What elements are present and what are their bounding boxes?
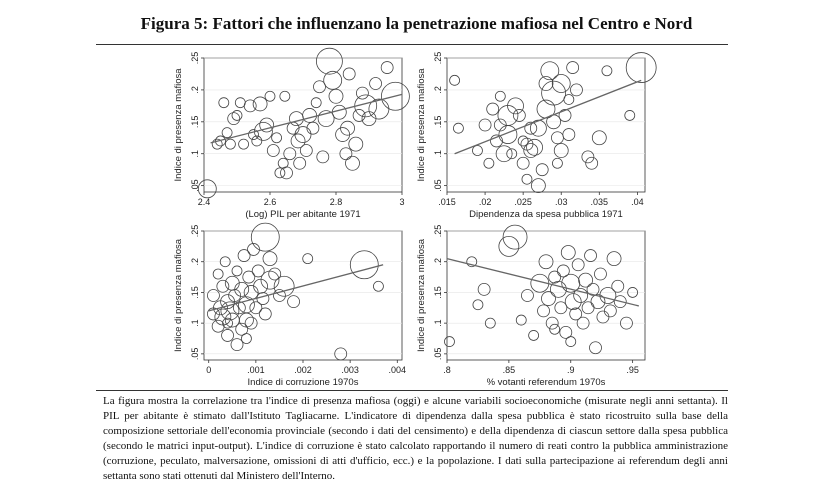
data-point bbox=[487, 103, 499, 115]
data-point bbox=[594, 268, 606, 280]
data-point bbox=[529, 330, 539, 340]
x-tick-label: 0 bbox=[206, 365, 212, 375]
data-point bbox=[541, 62, 559, 80]
data-point bbox=[241, 334, 251, 344]
data-point bbox=[336, 128, 350, 142]
y-tick-label: .25 bbox=[433, 51, 443, 65]
data-point bbox=[235, 98, 245, 108]
y-tick-label: .1 bbox=[190, 149, 200, 158]
data-point bbox=[602, 66, 612, 76]
data-point bbox=[207, 290, 219, 302]
y-tick-label: .05 bbox=[190, 179, 200, 192]
data-point bbox=[222, 128, 232, 138]
scatter-corruzione bbox=[172, 225, 412, 390]
data-point bbox=[559, 109, 571, 121]
data-point bbox=[275, 168, 285, 178]
data-point bbox=[513, 109, 525, 121]
y-tick-label: .2 bbox=[433, 257, 443, 266]
y-axis-label: Indice di presenza mafiosa bbox=[173, 68, 184, 182]
scatter-spesa-pubblica bbox=[415, 52, 655, 222]
data-point bbox=[346, 156, 360, 170]
data-point bbox=[254, 279, 268, 293]
data-point bbox=[265, 91, 275, 101]
data-point bbox=[307, 122, 319, 134]
data-point bbox=[473, 300, 483, 310]
x-axis-label: (Log) PIL per abitante 1971 bbox=[245, 209, 361, 220]
y-tick-label: .25 bbox=[433, 224, 443, 238]
data-point bbox=[213, 269, 223, 279]
data-point bbox=[597, 311, 609, 323]
data-point bbox=[582, 302, 594, 314]
data-point bbox=[303, 254, 313, 264]
x-tick-label: .8 bbox=[443, 365, 451, 375]
data-point bbox=[253, 97, 267, 111]
data-point bbox=[484, 158, 494, 168]
data-point bbox=[267, 145, 279, 157]
data-point bbox=[572, 259, 584, 271]
data-point bbox=[450, 75, 460, 85]
data-point bbox=[590, 342, 602, 354]
data-point bbox=[329, 89, 343, 103]
data-point bbox=[478, 283, 490, 295]
x-tick-label: .001 bbox=[247, 365, 265, 375]
data-point bbox=[555, 302, 567, 314]
data-point bbox=[541, 292, 555, 306]
data-point bbox=[353, 109, 365, 121]
data-point bbox=[349, 137, 363, 151]
scatter-referendum bbox=[415, 225, 655, 390]
data-point bbox=[554, 144, 568, 158]
y-tick-label: .1 bbox=[190, 319, 200, 327]
data-point bbox=[607, 252, 621, 266]
data-point bbox=[343, 68, 355, 80]
data-point bbox=[300, 145, 312, 157]
data-point bbox=[567, 62, 579, 74]
data-point bbox=[244, 100, 256, 112]
data-point bbox=[538, 305, 550, 317]
x-tick-label: 2.4 bbox=[197, 197, 211, 207]
data-point bbox=[257, 293, 269, 305]
caption-rule bbox=[96, 390, 728, 391]
y-tick-label: .2 bbox=[433, 86, 443, 94]
data-point bbox=[225, 276, 239, 290]
x-tick-label: .03 bbox=[554, 197, 568, 207]
data-point bbox=[263, 252, 277, 266]
data-point bbox=[373, 281, 383, 291]
data-point bbox=[239, 139, 249, 149]
x-tick-label: .004 bbox=[388, 365, 407, 375]
data-point bbox=[542, 81, 566, 105]
data-point bbox=[198, 180, 216, 198]
data-point bbox=[288, 296, 300, 308]
data-point bbox=[592, 131, 606, 145]
data-point bbox=[579, 273, 593, 287]
data-point bbox=[225, 139, 235, 149]
x-tick-label: .02 bbox=[478, 197, 492, 207]
data-point bbox=[625, 110, 635, 120]
y-tick-label: .15 bbox=[190, 115, 200, 129]
data-point bbox=[280, 91, 290, 101]
y-tick-label: .1 bbox=[433, 319, 443, 327]
data-point bbox=[551, 132, 563, 144]
data-point bbox=[527, 139, 543, 155]
top-rule bbox=[96, 44, 728, 45]
y-axis-label: Indice di presenza mafiosa bbox=[173, 238, 184, 353]
data-point bbox=[243, 271, 255, 283]
data-point bbox=[565, 294, 581, 310]
y-tick-label: .2 bbox=[190, 86, 200, 94]
x-tick-label: .9 bbox=[566, 365, 575, 375]
plot-frame bbox=[204, 231, 402, 360]
data-point bbox=[604, 305, 616, 317]
figure-caption: La figura mostra la correlazione tra l'indice di presenza mafiosa (oggi) e alcune variabili socioeconomiche (misurate negli anni settanta). Il PIL per abitante è stimato dall'Istituto Tagliacarne. L'indicatore di dipendenza dalla spesa pubblica è stato ricostruito sulla base della composizione settoriale dell'economia provinciale (secondo i dati del censimento) e della dipendenza di ciascun settore dalla spesa pubblica (secondo le matrici input-output). L'indice di corruzione è stato calcolato rapportando il numero di reati contro la pubblica amministrazione (corruzione, peculato, malversazione, omissioni di atti d'ufficio, ecc.) e la popolazione. I dati sulla partecipazione ai referendum degli anni settanta sono stati ottenuti dal Ministero dell'Interno. bbox=[103, 395, 728, 482]
data-point bbox=[311, 98, 321, 108]
data-point bbox=[272, 133, 282, 143]
x-tick-label: .002 bbox=[294, 365, 312, 375]
data-point bbox=[217, 280, 229, 292]
data-point bbox=[564, 94, 574, 104]
data-point bbox=[612, 280, 624, 292]
y-tick-label: .15 bbox=[190, 286, 200, 299]
data-point bbox=[370, 78, 382, 90]
y-tick-label: .05 bbox=[190, 347, 200, 361]
data-point bbox=[281, 167, 293, 179]
data-point bbox=[295, 127, 311, 143]
data-point bbox=[259, 308, 271, 320]
data-point bbox=[222, 329, 234, 341]
figure-title: Figura 5: Fattori che influenzano la penetrazione mafiosa nel Centro e Nord bbox=[140, 14, 693, 33]
x-tick-label: .04 bbox=[631, 197, 644, 207]
fit-line bbox=[455, 80, 642, 153]
data-point bbox=[517, 157, 529, 169]
y-axis-label: Indice di presenza mafiosa bbox=[416, 68, 427, 182]
data-point bbox=[495, 91, 505, 101]
data-point bbox=[303, 108, 317, 122]
data-point bbox=[566, 337, 576, 347]
data-point bbox=[294, 157, 306, 169]
y-tick-label: .15 bbox=[433, 115, 443, 129]
data-point bbox=[231, 339, 243, 351]
data-point bbox=[453, 123, 463, 133]
y-tick-label: .25 bbox=[190, 51, 200, 65]
y-tick-label: .1 bbox=[433, 149, 443, 158]
data-point bbox=[479, 119, 491, 131]
plot-frame bbox=[447, 231, 645, 360]
data-point bbox=[516, 315, 526, 325]
data-point bbox=[251, 223, 279, 251]
data-point bbox=[232, 266, 242, 276]
data-point bbox=[238, 250, 250, 262]
data-point bbox=[503, 225, 527, 249]
x-tick-label: 2.6 bbox=[263, 197, 277, 207]
scatter-pil bbox=[172, 52, 412, 222]
x-tick-label: .85 bbox=[502, 365, 516, 375]
data-point bbox=[521, 290, 533, 302]
data-point bbox=[472, 146, 482, 156]
data-point bbox=[585, 250, 597, 262]
data-point bbox=[626, 53, 656, 83]
x-tick-label: .035 bbox=[590, 197, 609, 207]
y-tick-label: .05 bbox=[433, 347, 443, 361]
data-point bbox=[287, 122, 299, 134]
y-tick-label: .05 bbox=[433, 179, 443, 192]
data-point bbox=[219, 98, 229, 108]
data-point bbox=[381, 62, 393, 74]
data-point bbox=[536, 164, 548, 176]
x-tick-label: .95 bbox=[626, 365, 639, 375]
data-point bbox=[522, 174, 532, 184]
x-tick-label: .015 bbox=[438, 197, 456, 207]
data-point bbox=[316, 48, 342, 74]
x-axis-label: % votanti referendum 1970s bbox=[486, 377, 606, 388]
fit-line bbox=[447, 259, 639, 306]
y-tick-label: .15 bbox=[433, 286, 443, 299]
data-point bbox=[332, 105, 346, 119]
data-point bbox=[235, 282, 249, 296]
y-tick-label: .25 bbox=[190, 224, 200, 238]
x-tick-label: .025 bbox=[514, 197, 532, 207]
y-tick-label: .2 bbox=[190, 257, 200, 266]
data-point bbox=[444, 337, 454, 347]
data-point bbox=[561, 246, 575, 260]
y-axis-label: Indice di presenza mafiosa bbox=[416, 238, 427, 353]
x-tick-label: .003 bbox=[341, 365, 359, 375]
data-point bbox=[228, 113, 240, 125]
data-point bbox=[221, 302, 239, 320]
x-tick-label: 3 bbox=[399, 197, 405, 207]
x-axis-label: Indice di corruzione 1970s bbox=[247, 377, 359, 388]
data-point bbox=[552, 158, 562, 168]
x-axis-label: Dipendenza da spesa pubblica 1971 bbox=[469, 209, 623, 220]
data-point bbox=[341, 121, 355, 135]
data-point bbox=[563, 129, 575, 141]
data-point bbox=[350, 251, 378, 279]
x-tick-label: 2.8 bbox=[329, 197, 343, 207]
data-point bbox=[232, 110, 242, 120]
data-point bbox=[317, 151, 329, 163]
data-point bbox=[499, 236, 519, 256]
